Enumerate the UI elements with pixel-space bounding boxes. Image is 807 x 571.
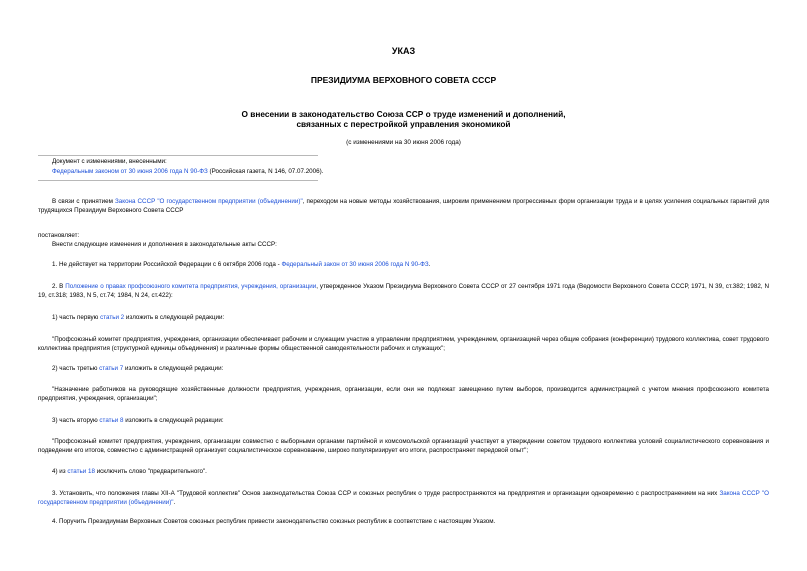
subitem-4-text: 4) из [52, 468, 68, 475]
changes-label: Документ с изменениями, внесенными: [52, 158, 167, 165]
item-3-law-link[interactable]: Закона СССР "О государственном предприятии (объединении)" [38, 490, 769, 507]
item-2 [38, 282, 769, 301]
subitem-3-text-cont: изложить в следующей редакции: [123, 417, 224, 424]
quote-2: "Назначение работников на руководящие хозяйственные должности предприятия, учреждения, организации, если они не подлежат замещению путем выборов, производится администрацией с учетом мнения профсоюзного комитета предприятия, учреждения, организации"; [38, 386, 769, 403]
divider-top [38, 155, 318, 156]
edition-note: (с изменениями на 30 июня 2006 года) [346, 139, 461, 146]
item-3 [38, 489, 769, 508]
item-2-text: 2. В [52, 283, 66, 290]
issuer-heading: ПРЕЗИДИУМА ВЕРХОВНОГО СОВЕТА СССР [310, 75, 497, 85]
preamble-text: В связи с принятием [52, 198, 116, 205]
quote-3: "Профсоюзный комитет предприятия, учреждения, организации совместно с выборными органами партийной и комсомольской организаций участвует в утверждении советом трудового коллектива условий социалистического соревнования и подведении его итогов, совместно с администрацией организует социалистическое соревнование, широко популяризирует его итоги, распространяет передовой опыт"; [38, 438, 769, 455]
article-7-link[interactable]: статьи 7 [99, 365, 124, 372]
item-3-text: 3. Установить, что положения главы XII-А "Трудовой коллектив" Основ законодательства Союза ССР и союзных республик о труде распространяются на предприятия и организации одновременно с распространением на них [52, 490, 720, 497]
item-2-text-cont: , утвержденное Указом Президиума Верховного Совета СССР от 27 сентября 1971 года (Ведомости Верховного Совета СССР, 1971, N 39, ст.382; 1982, N 19, ст.318; 1983, N 5, ст.74; 1984, N 24, ст.422): [38, 283, 769, 300]
article-8-link[interactable]: статьи 8 [99, 417, 124, 424]
preamble-paragraph [38, 197, 769, 216]
item-4: 4. Поручить Президиумам Верховных Советов союзных республик привести законодательство союзных республик в соответствие с настоящим Указом. [52, 518, 496, 525]
item-3-end: . [173, 499, 176, 507]
subitem-2-text: 2) часть третью [52, 365, 100, 372]
subitem-2 [52, 364, 223, 373]
subitem-1-text-cont: изложить в следующей редакции: [124, 314, 225, 321]
changes-source-line [52, 167, 323, 176]
federal-law-link[interactable]: Федеральным законом от 30 июня 2006 года N 90-ФЗ [52, 168, 208, 175]
trade-union-regulation-link[interactable]: Положение о правах профсоюзного комитета предприятия, учреждения, организации [65, 283, 317, 290]
subitem-4-text-cont: исключить слово "предварительного". [94, 468, 207, 475]
preamble-text-cont: , переходом на новые методы хозяйствования, широким применением прогрессивных форм организации труда и в целях усиления социальных гарантий для трудящихся Президиум Верховного Совета СССР [38, 198, 770, 215]
subtitle-line-1: О внесении в законодательство Союза ССР о труде изменений и дополнений, [241, 109, 566, 119]
subitem-3-text: 3) часть вторую [52, 417, 100, 424]
subitem-4 [52, 467, 207, 476]
article-18-link[interactable]: статьи 18 [67, 468, 95, 475]
state-enterprise-law-link[interactable]: Закона СССР "О государственном предприятии (объединении)" [115, 198, 303, 205]
decree-word: постановляет: [38, 232, 80, 239]
subitem-2-text-cont: изложить в следующей редакции: [123, 365, 224, 372]
changes-source: (Российская газета, N 146, 07.07.2006). [209, 168, 324, 175]
divider-bottom [38, 180, 318, 181]
subtitle-line-2: связанных с перестройкой управления экономикой [296, 119, 511, 129]
subitem-1-text: 1) часть первую [52, 314, 101, 321]
document-subtitle [0, 109, 807, 129]
subitem-1 [52, 313, 224, 322]
document-title: УКАЗ [391, 46, 416, 56]
article-2-link[interactable]: статьи 2 [100, 314, 125, 321]
subitem-3 [52, 416, 224, 425]
item-1-law-link[interactable]: Федеральный закон от 30 июня 2006 года N 90-ФЗ [281, 261, 429, 268]
intro-paragraph: Внести следующие изменения и дополнения в законодательные акты СССР: [52, 241, 277, 248]
item-1 [52, 260, 430, 269]
quote-1: "Профсоюзный комитет предприятия, учреждения, организации обеспечивает рабочим и служащим участие в управлении предприятием, учреждением, организацией через общие собрания (конференции) трудового коллектива, совет трудового коллектива предприятия (структурной единицы объединения) и различные формы общественной самодеятельности рабочих и служащих"; [38, 336, 769, 353]
item-1-end: . [428, 261, 431, 268]
item-1-text: 1. Не действует на территории Российской Федерации с 6 октября 2006 года - [52, 261, 282, 268]
